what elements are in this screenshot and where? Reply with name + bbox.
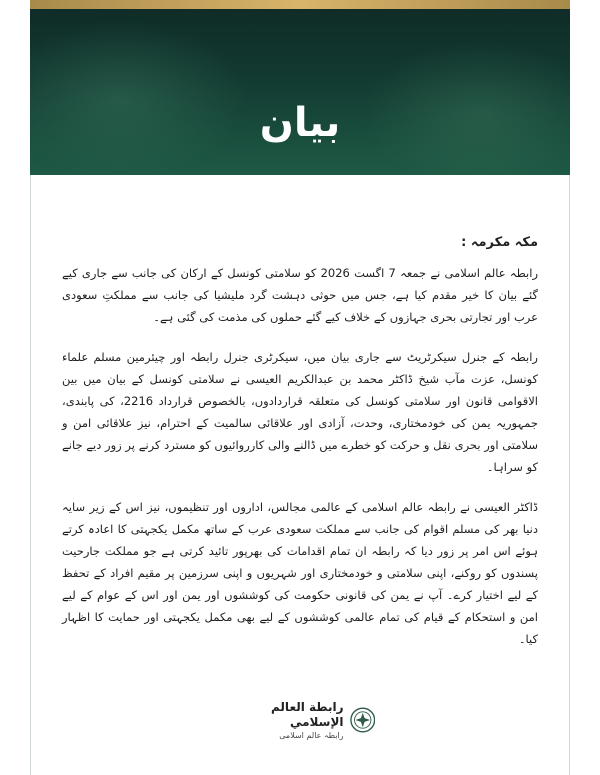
mwl-logo bbox=[225, 699, 375, 740]
paragraph-2: رابطہ کے جنرل سیکرٹریٹ سے جاری بیان میں، سیکرٹری جنرل رابطہ اور چیئرمین مسلم علماء کونسل، عزت مآب شیخ ڈاکٹر محمد بن عبدالکریم العیسی نے سلامتی کونسل کے بیان میں بین الاقوامی قانون اور سلامتی کونسل کی متعلقہ قراردادوں، بالخصوص قرارداد 2216، کی پابندی، جمہوریہ یمن کی خودمختاری، وحدت، آزادی اور علاقائی سالمیت کے احترام، نیز علاقائی امن و سلامتی اور بحری نقل و حرکت کو خطرے میں ڈالنے والی کارروائیوں کو مسترد کرنے پر زور دیے جانے کو سراہا۔ bbox=[62, 350, 538, 474]
dateline: مکہ مکرمہ : bbox=[461, 235, 538, 250]
logo-arabic-text: رابطة العالم الإسلامي bbox=[271, 699, 344, 729]
logo-urdu-text: رابطہ عالم اسلامی bbox=[279, 730, 344, 740]
mwl-emblem-icon bbox=[350, 706, 375, 734]
paragraph-3: ڈاکٹر العیسی نے رابطہ عالم اسلامی کے عالمی مجالس، اداروں اور تنظیموں، نیز اس کے زیر سایہ دنیا بھر کی مسلم اقوام کی جانب سے مملکت سعودی عرب کے ساتھ مکمل یکجہتی کا اعادہ کرتے ہوئے اس امر پر زور دیا کہ رابطہ ان تمام اقدامات کی بھرپور تائید کرتی ہے جو مملکت جارحیت پسندوں کو روکنے، اپنی سلامتی و خودمختاری اور شہریوں و اپنی سرزمین پر مقیم افراد کے تحفظ کے لیے اختیار کرے۔ آپ نے یمن کی قانونی حکومت کی کوششوں اور یمن اور اس کے عوام کے لیے امن و استحکام کے قیام کی تمام عالمی کوششوں کے لیے بھی مکمل یکجہتی اور حمایت کا اظہار کیا۔ bbox=[62, 500, 538, 646]
gold-band bbox=[30, 0, 570, 9]
paragraph-1: رابطہ عالم اسلامی نے جمعہ 7 اگست 2026 کو سلامتی کونسل کے ارکان کی جانب سے جاری کیے گئے بیان کا خیر مقدم کیا ہے، جس میں حوثی دہشت گرد ملیشیا کی جانب سے مملکتِ سعودی عرب اور تجارتی بحری جہازوں کے خلاف کیے گئے حملوں کی مذمت کی گئی ہے۔ bbox=[62, 266, 538, 324]
header-banner bbox=[30, 0, 570, 175]
logo-text bbox=[225, 700, 344, 741]
statement-body bbox=[62, 232, 538, 668]
page-title: بیان bbox=[259, 100, 341, 146]
